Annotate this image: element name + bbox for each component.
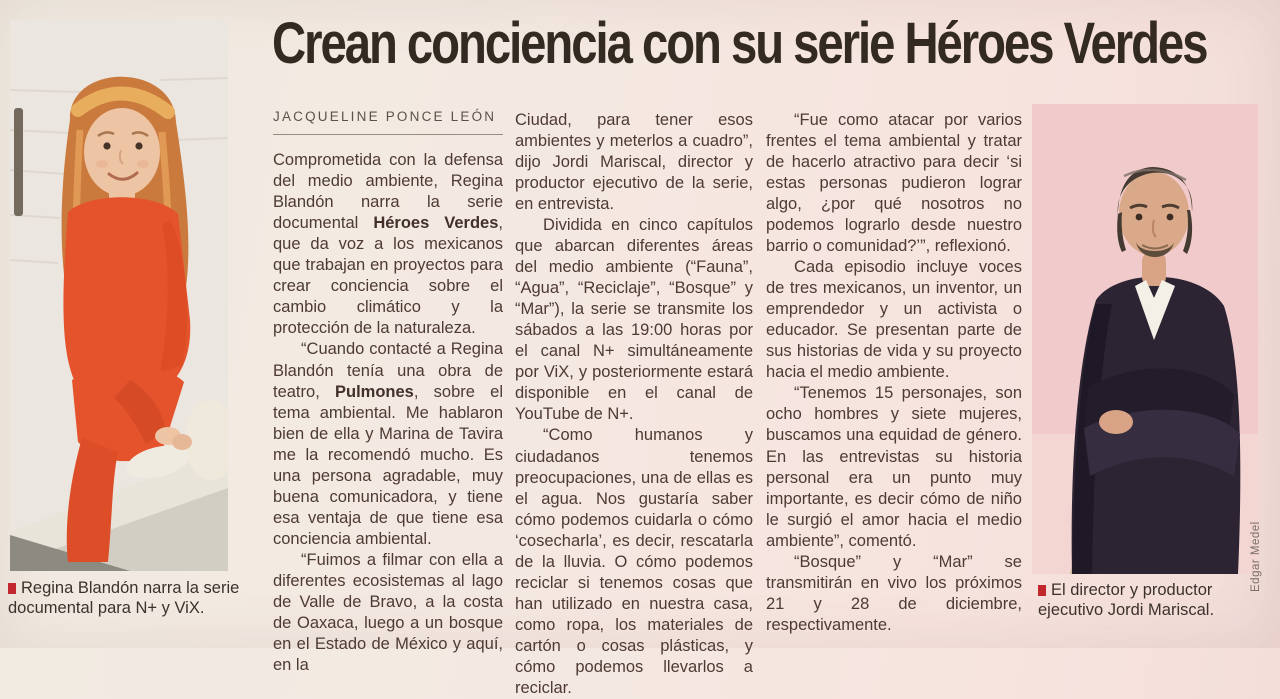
- article-paragraph: Dividida en cinco capítulos que abarcan diferentes áreas del medio ambiente (“Fauna”, “Agua”, “Reciclaje”, “Bosque” y “Mar”), la serie se transmite los sábados a las 19:00 horas por el canal N+ simultáneamente por ViX, y posteriormente estará disponible en el canal de YouTube de N+.: [515, 216, 753, 424]
- photo-regina-blandon: [10, 20, 228, 571]
- caption-right-text: El director y productor ejecutivo Jordi Mariscal.: [1038, 581, 1215, 620]
- article-paragraph: Cada episodio incluye voces de tres mexicanos, un inventor, un emprendedor y un activista o educador. Se presentan parte de sus historias de vida y su proyecto hacia el medio ambiente.: [766, 258, 1022, 382]
- caption-bullet-icon: [8, 583, 16, 594]
- photo-caption-right: [1038, 580, 1262, 621]
- byline: JACQUELINE PONCE LEÓN: [273, 108, 503, 135]
- photo-jordi-mariscal: [1032, 104, 1258, 574]
- article-paragraph: Comprometida con la defensa del medio ambiente, Regina Blandón narra la serie documental Héroes Verdes, que da voz a los mexicanos que trabajan en proyectos para crear conciencia sobre el cambio climático y la protección de la naturaleza.: [273, 151, 504, 338]
- article-column-1: [273, 108, 503, 676]
- photo-credit: Edgar Medel: [1250, 521, 1262, 592]
- article-paragraph: “Fuimos a filmar con ella a diferentes ecosistemas al lago de Valle de Bravo, a la costa de Oaxaca, luego a un bosque en el Estado de México y aquí, en la: [273, 550, 503, 674]
- article-paragraph: “Tenemos 15 personajes, son ocho hombres y siete mujeres, buscamos una equidad de género. En las entrevistas su historia personal era un punto muy importante, es decir cómo de niño le surgió el amor hacia el medio ambiente”, comentó.: [766, 384, 1022, 550]
- article-paragraph: “Como humanos y ciudadanos tenemos preocupaciones, una de ellas es el agua. Nos gustaría saber cómo podemos cuidarla o cómo ‘cosecharla’, es decir, rescatarla de la lluvia. O cómo podemos reciclar si tenemos cosas que han utilizado en nuestra casa, como ropa, los materiales de cartón o cosas plásticas, y cómo podemos llevarlos a reciclar.: [515, 426, 753, 697]
- caption-left-text: Regina Blandón narra la serie documental para N+ y ViX.: [8, 579, 240, 618]
- article-paragraph: “Bosque” y “Mar” se transmitirán en vivo los próximos 21 y 28 de diciembre, respectivamente.: [766, 552, 1022, 634]
- article-paragraph: “Fue como atacar por varios frentes el tema ambiental y tratar de hacerlo atractivo para decir ‘si estas personas pudieron lograr algo, ¿por qué nosotros no podemos lograrlo desde nuestro barrio o comunidad?’”, reflexionó.: [766, 111, 1022, 256]
- photo-caption-left: [8, 578, 244, 619]
- article-headline: Crean conciencia con su serie Héroes Verdes: [272, 11, 1207, 76]
- article-column-3: [766, 110, 1022, 636]
- article-paragraph: Ciudad, para tener esos ambientes y meterlos a cuadro”, dijo Jordi Mariscal, director y productor ejecutivo de la serie, en entrevista.: [515, 111, 753, 214]
- caption-bullet-icon: [1038, 585, 1046, 596]
- article-paragraph: “Cuando contacté a Regina Blandón tenía una obra de teatro, Pulmones, sobre el tema ambiental. Me hablaron bien de ella y Marina de Tavira me la recomendó mucho. Es una persona agradable, muy buena comunicadora, y tiene esa ventaja de que tiene esa conciencia ambiental.: [273, 340, 503, 548]
- article-column-2: [515, 110, 753, 699]
